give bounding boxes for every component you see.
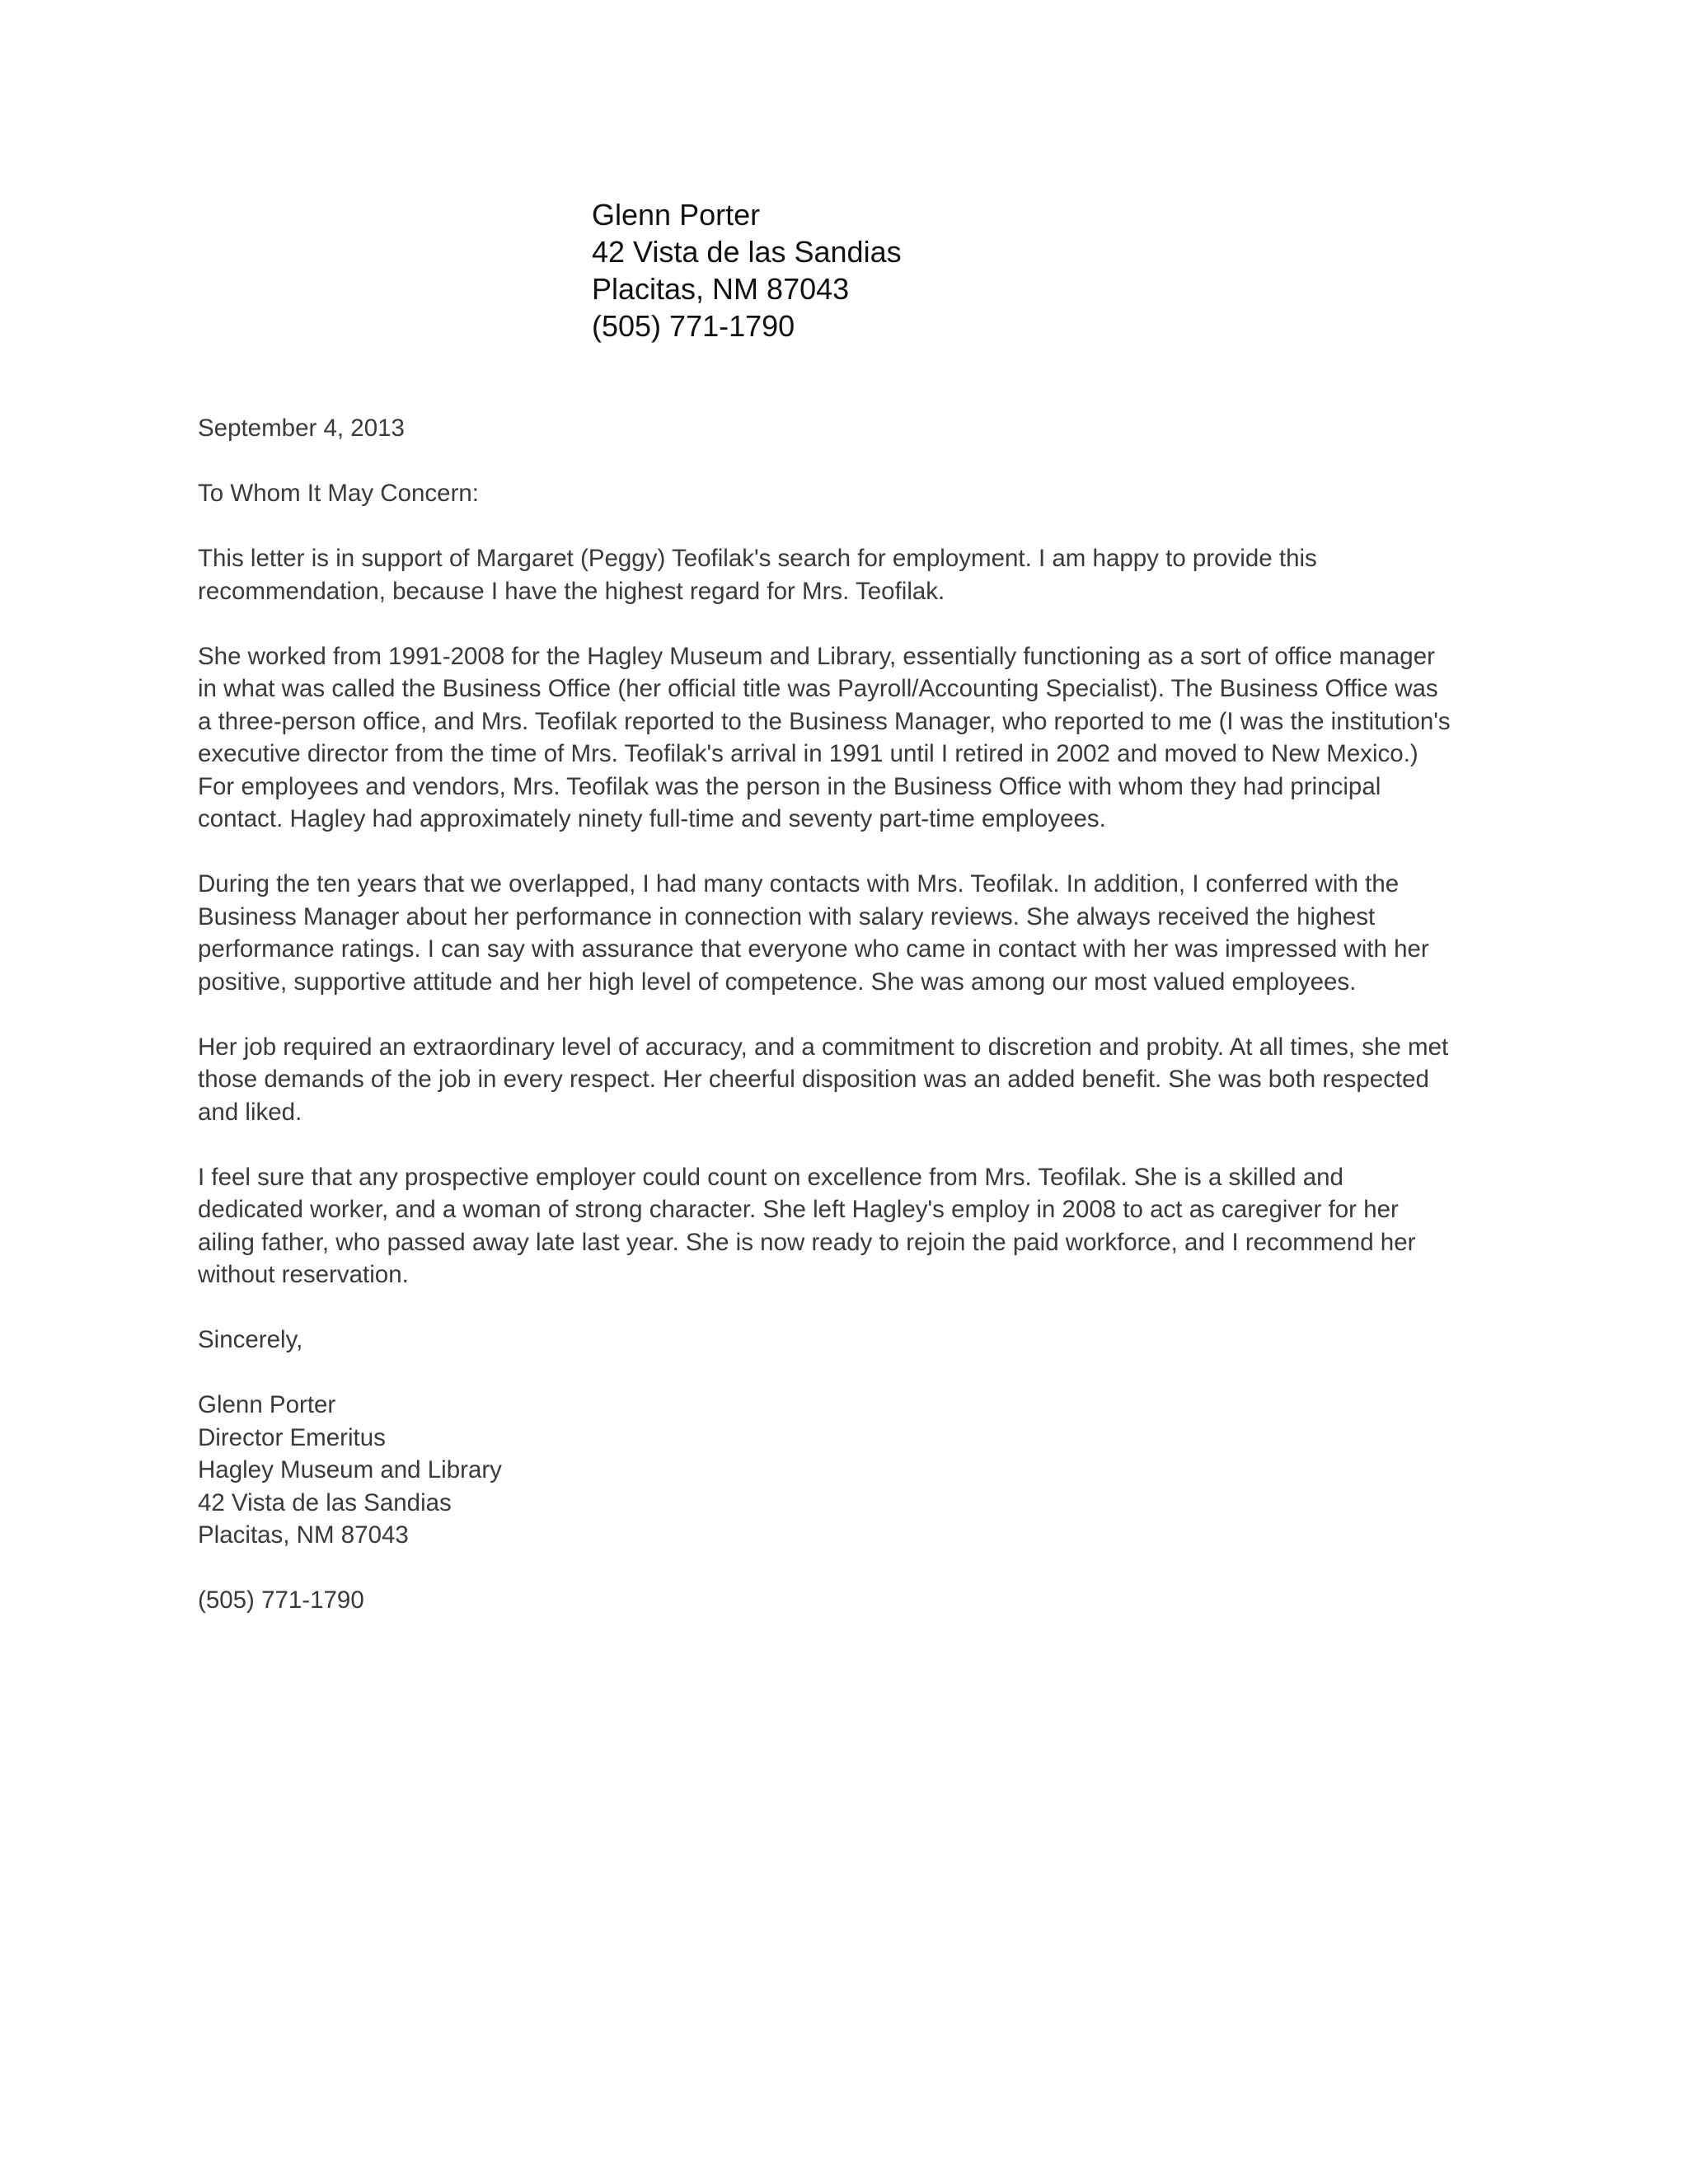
- letter-date: September 4, 2013: [198, 415, 405, 442]
- paragraph-line: I feel sure that any prospective employer could count on excellence from Mrs. Teofilak. She is a skilled and: [198, 1163, 1343, 1191]
- closing: Sincerely,: [198, 1326, 303, 1353]
- sender-street: 42 Vista de las Sandias: [592, 235, 902, 269]
- paragraph-line: positive, supportive attitude and her high level of competence. She was among our most valued employees.: [198, 968, 1357, 996]
- paragraph-1: [198, 542, 1484, 607]
- paragraph-line: This letter is in support of Margaret (Peggy) Teofilak's search for employment. I am happy to provide this: [198, 545, 1317, 572]
- paragraph-line: a three-person office, and Mrs. Teofilak reported to the Business Manager, who reported to me (I was the institution's: [198, 707, 1451, 735]
- paragraph-5: [198, 1161, 1484, 1291]
- signature-name: Glenn Porter: [198, 1391, 336, 1418]
- sender-header: [592, 196, 902, 344]
- signature-street: 42 Vista de las Sandias: [198, 1488, 452, 1516]
- paragraph-line: in what was called the Business Office (her official title was Payroll/Accounting Specialist). The Business Office was: [198, 675, 1438, 702]
- salutation: To Whom It May Concern:: [198, 480, 479, 507]
- paragraph-line: Business Manager about her performance in connection with salary reviews. She always received the highest: [198, 902, 1376, 930]
- paragraph-3: [198, 868, 1484, 998]
- paragraph-line: performance ratings. I can say with assurance that everyone who came in contact with her was impressed with her: [198, 935, 1429, 963]
- signature-title: Director Emeritus: [198, 1423, 386, 1451]
- signature-block: [198, 1389, 1484, 1617]
- sender-city: Placitas, NM 87043: [592, 272, 850, 306]
- paragraph-line: those demands of the job in every respect. Her cheerful disposition was an added benefit. She was both respected: [198, 1066, 1429, 1093]
- paragraph-line: recommendation, because I have the highest regard for Mrs. Teofilak.: [198, 577, 945, 605]
- letter-body: [198, 412, 1484, 1617]
- paragraph-line: and liked.: [198, 1098, 302, 1126]
- paragraph-line: contact. Hagley had approximately ninety full-time and seventy part-time employees.: [198, 805, 1106, 832]
- paragraph-2: [198, 640, 1484, 836]
- sender-phone: (505) 771-1790: [592, 309, 795, 343]
- paragraph-line: executive director from the time of Mrs. Teofilak's arrival in 1991 until I retired in 2002 and moved to New Mexico.): [198, 740, 1418, 767]
- paragraph-line: She worked from 1991-2008 for the Hagley Museum and Library, essentially functioning as a sort of office manager: [198, 642, 1435, 670]
- signature-organization: Hagley Museum and Library: [198, 1456, 502, 1483]
- signature-city: Placitas, NM 87043: [198, 1521, 409, 1549]
- paragraph-line: During the ten years that we overlapped, I had many contacts with Mrs. Teofilak. In addition, I conferred with the: [198, 870, 1400, 898]
- signature-phone: (505) 771-1790: [198, 1586, 364, 1614]
- paragraph-line: dedicated worker, and a woman of strong character. She left Hagley's employ in 2008 to act as caregiver for her: [198, 1196, 1399, 1223]
- paragraph-line: without reservation.: [198, 1261, 409, 1288]
- paragraph-4: [198, 1031, 1484, 1129]
- paragraph-line: Her job required an extraordinary level of accuracy, and a commitment to discretion and probity. At all times, she met: [198, 1033, 1449, 1061]
- sender-name: Glenn Porter: [592, 198, 761, 232]
- paragraph-line: ailing father, who passed away late last year. She is now ready to rejoin the paid workforce, and I recommend her: [198, 1228, 1416, 1256]
- paragraph-line: For employees and vendors, Mrs. Teofilak was the person in the Business Office with whom they had principal: [198, 772, 1381, 800]
